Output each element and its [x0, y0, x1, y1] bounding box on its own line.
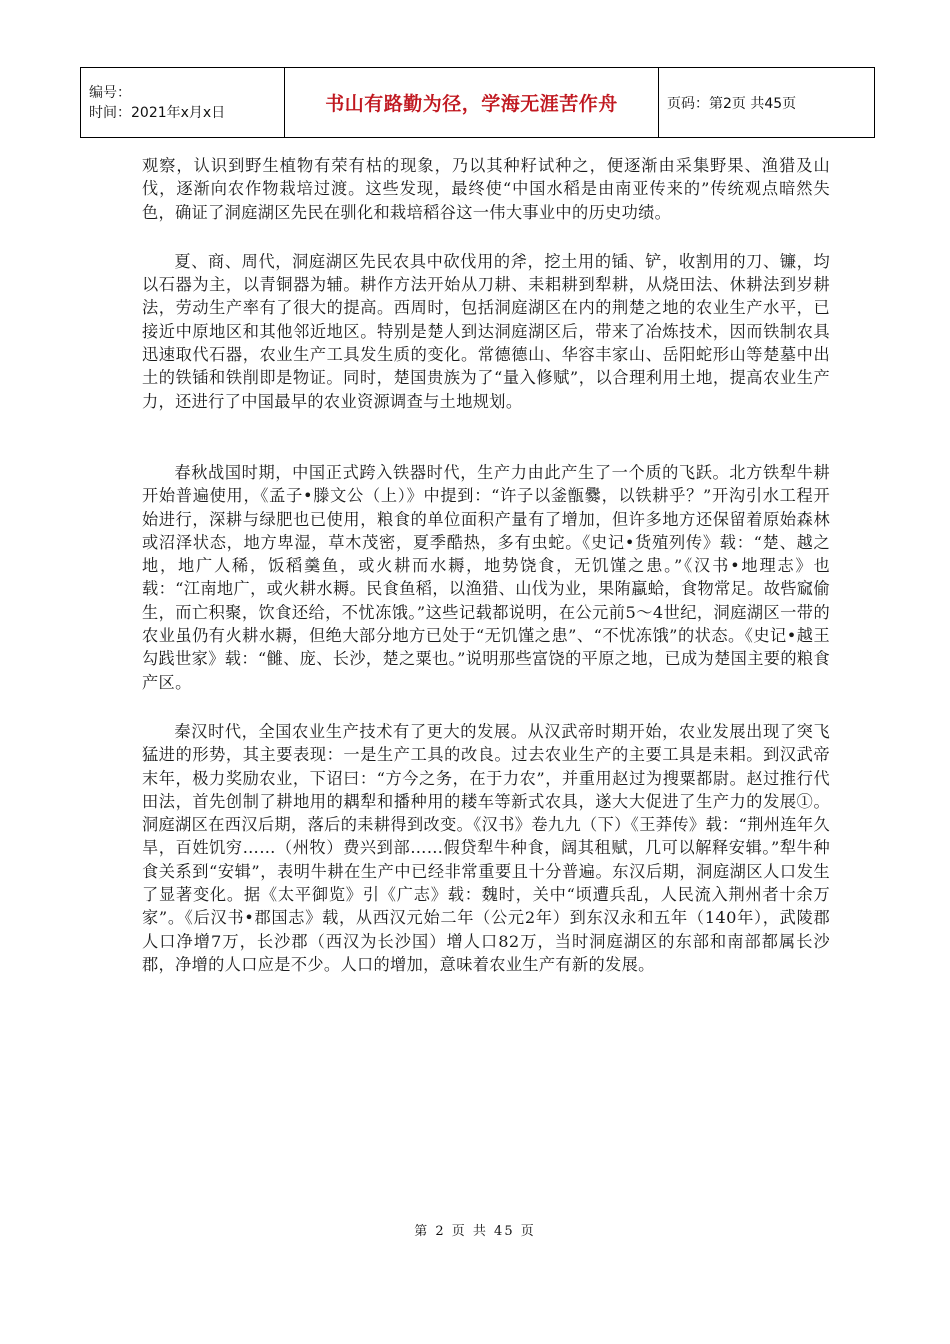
serial-number-label: 编号：: [89, 84, 131, 101]
paragraph: 春秋战国时期，中国正式跨入铁器时代，生产力由此产生了一个质的飞跃。北方铁犁牛耕开始普遍使用，《孟子•滕文公（上）》中提到：“许子以釜甑爨，以铁耕乎？”开沟引水工程开始进行，深耕与绿肥也已使用，粮食的单位面积产量有了增加，但许多地方还保留着原始森林或沼泽状态，地方卑湿，草木茂密，夏季酷热，多有虫蛇。《史记•货殖列传》载：“楚、越之地，地广人稀，饭稻羹鱼，或火耕而水耨，地势饶食，无饥馑之患。”《汉书•地理志》也载：“江南地广，或火耕水耨。民食鱼稻，以渔猎、山伐为业，果陏蠃蛤，食物常足。故呰窳偷生，而亡积聚，饮食还给，不忧冻饿。”这些记载都说明，在公元前5～4世纪，洞庭湖区一带的农业虽仍有火耕水耨，但绝大部分地方已处于“无饥馑之患”、“不忧冻饿”的状态。《史记•越王勾践世家》载：“雠、庞、长沙，楚之粟也。”说明那些富饶的平原之地，已成为楚国主要的粮食产区。: [142, 462, 830, 692]
paragraph: 观察，认识到野生植物有荣有枯的现象，乃以其种籽试种之，便逐渐由采集野果、渔猎及山伐，逐渐向农作物栽培过渡。这些发现，最终使“中国水稻是由南亚传来的”传统观点暗然失色，确证了洞庭湖区先民在驯化和栽培稻谷这一伟大事业中的历史功绩。: [142, 156, 830, 222]
page-info: 页码：第2页 共45页: [667, 95, 797, 112]
motto-text: 书山有路勤为径，学海无涯苦作舟: [325, 93, 618, 115]
header-meta-cell: [81, 68, 285, 138]
document-body: [142, 154, 830, 976]
document-header: [80, 67, 875, 138]
header-page-cell: [659, 68, 875, 138]
page-footer: 第 2 页 共 45 页: [414, 1224, 536, 1239]
paragraph: 夏、商、周代，洞庭湖区先民农具中砍伐用的斧，挖土用的锸、铲，收割用的刀、镰，均以石器为主，以青铜器为辅。耕作方法开始从刀耕、耒耜耕到犁耕，从烧田法、休耕法到岁耕法，劳动生产率有了很大的提高。西周时，包括洞庭湖区在内的荆楚之地的农业生产水平，已接近中原地区和其他邻近地区。特别是楚人到达洞庭湖区后，带来了冶炼技术，因而铁制农具迅速取代石器，农业生产工具发生质的变化。常德德山、华容丰家山、岳阳蛇形山等楚墓中出土的铁锸和铁削即是物证。同时，楚国贵族为了“量入修赋”，以合理利用土地，提高农业生产力，还进行了中国最早的农业资源调查与土地规划。: [142, 251, 830, 411]
paragraph: 秦汉时代，全国农业生产技术有了更大的发展。从汉武帝时期开始，农业发展出现了突飞猛进的形势，其主要表现：一是生产工具的改良。过去农业生产的主要工具是耒耜。到汉武帝末年，极力奖励农业，下诏曰：“方今之务，在于力农”，并重用赵过为搜粟都尉。赵过推行代田法，首先创制了耕地用的耦犁和播种用的耧车等新式农具，遂大大促进了生产力的发展①。洞庭湖区在西汉后期，落后的耒耕得到改变。《汉书》卷九九（下）《王莽传》载：“荆州连年久旱，百姓饥穷……（州牧）费兴到部……假贷犁牛种食，阔其租赋，几可以解释安辑。”犁牛种食关系到“安辑”，表明牛耕在生产中已经非常重要且十分普遍。东汉后期，洞庭湖区人口发生了显著变化。据《太平御览》引《广志》载：魏时，关中“顷遭兵乱，人民流入荆州者十余万家”。《后汉书•郡国志》载，从西汉元始二年（公元2年）到东汉永和五年（140年），武陵郡人口净增7万，长沙郡（西汉为长沙国）增人口82万，当时洞庭湖区的东部和南部都属长沙郡，净增的人口应是不少。人口的增加，意味着农业生产有新的发展。: [142, 721, 830, 974]
date-label: 时间：2021年x月x日: [89, 104, 226, 121]
header-motto-cell: [285, 68, 659, 138]
